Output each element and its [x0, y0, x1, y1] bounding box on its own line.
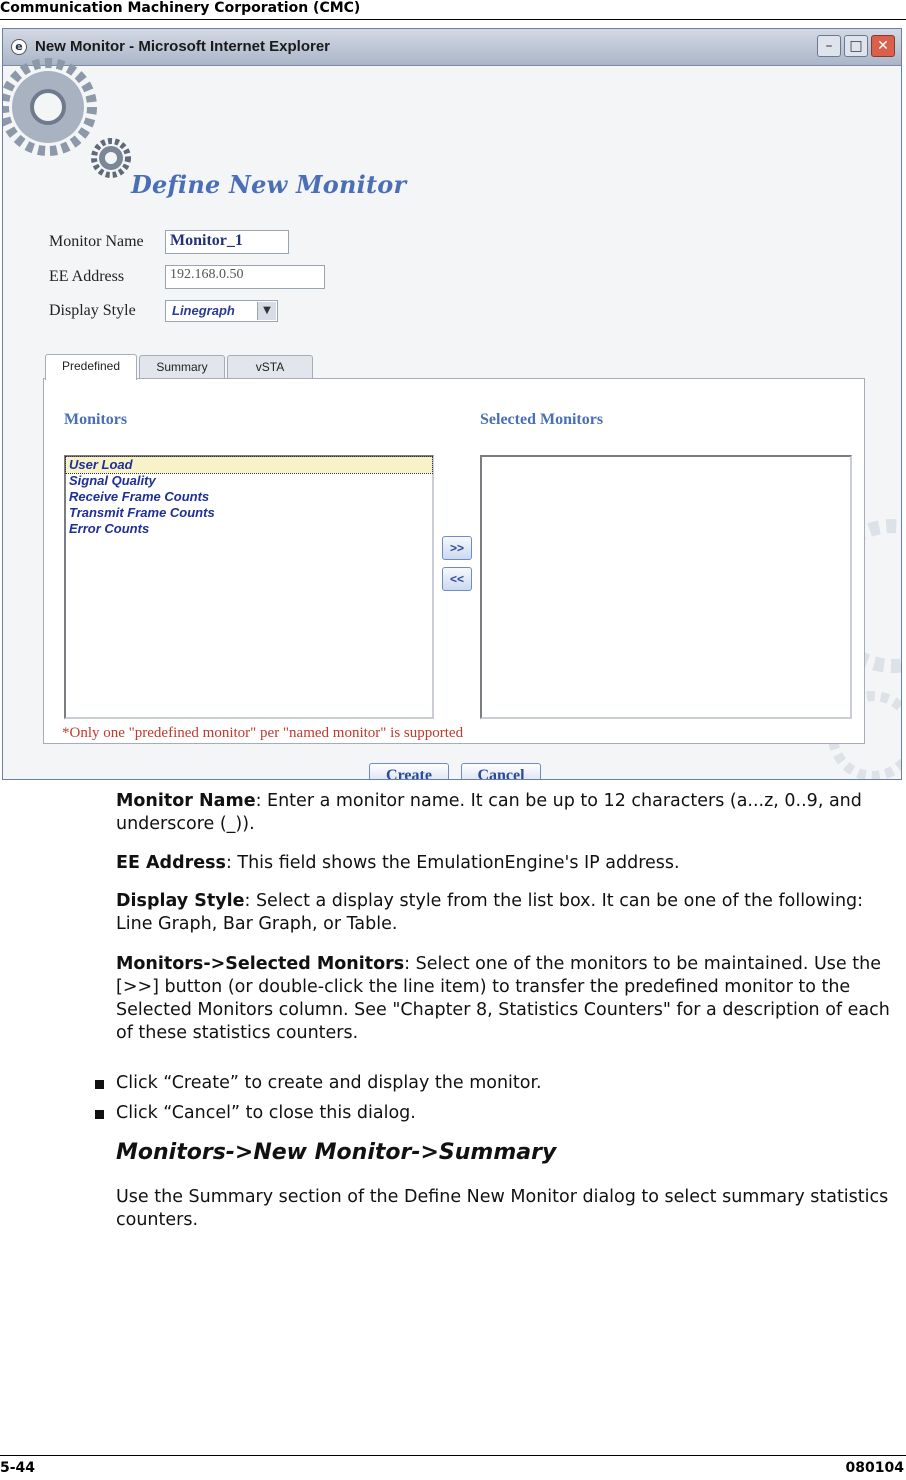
create-button[interactable]: Create	[369, 763, 449, 780]
text-monitors: : Select one of the monitors to be maintained. Use the [>>] button (or double-click the line item) to transfer the predefined monitor to the Selected Monitors column. See "Chapter 8, Statistics Counters" for a description of each of these statistics counters.	[116, 954, 890, 1043]
term-monitor-name: Monitor Name	[116, 791, 256, 811]
text-ee-address: : This field shows the EmulationEngine's IP address.	[225, 853, 680, 873]
paragraph-display-style	[116, 890, 904, 936]
display-style-label: Display Style	[49, 302, 136, 319]
header-rule	[0, 19, 906, 20]
paragraph-summary: Use the Summary section of the Define New Monitor dialog to select summary statistics counters.	[116, 1187, 889, 1230]
text-monitor-name: : Enter a monitor name. It can be up to 12 characters (a...z, 0..9, and underscore (_)).	[116, 791, 862, 834]
list-item[interactable]: Signal Quality	[69, 473, 156, 488]
bullet-marker	[95, 1080, 104, 1089]
add-monitor-button[interactable]: >>	[442, 536, 472, 560]
term-display-style: Display Style	[116, 891, 245, 911]
monitors-listbox[interactable]	[64, 455, 434, 719]
chevron-down-icon[interactable]: ▼	[257, 302, 276, 320]
ee-address-label: EE Address	[49, 268, 125, 285]
dialog-title: Define New Monitor	[131, 170, 407, 199]
display-style-select[interactable]	[165, 300, 278, 322]
term-ee-address: EE Address	[116, 853, 226, 873]
list-item[interactable]: Error Counts	[69, 521, 150, 536]
paragraph-monitors	[116, 953, 904, 1045]
tab-summary[interactable]: Summary	[139, 355, 225, 379]
predefined-tab-panel	[43, 378, 865, 744]
window-titlebar	[3, 29, 901, 66]
predefined-monitor-note: *Only one "predefined monitor" per "named monitor" is supported	[62, 725, 464, 741]
remove-monitor-button[interactable]: <<	[442, 567, 472, 591]
document-number: 080104	[845, 1460, 904, 1476]
footer-rule	[0, 1455, 906, 1456]
tab-vsta[interactable]: vSTA	[227, 355, 313, 379]
ee-address-input[interactable]: 192.168.0.50	[165, 265, 325, 289]
text-display-style: : Select a display style from the list box. It can be one of the following: Line Graph, Bar Graph, or Table.	[116, 891, 864, 934]
paragraph-ee-address	[116, 852, 904, 875]
section-heading: Monitors->New Monitor->Summary	[116, 1140, 557, 1165]
list-item[interactable]: User Load	[66, 457, 432, 473]
list-item[interactable]: Receive Frame Counts	[69, 489, 210, 504]
gear-large-icon	[2, 52, 103, 162]
paragraph-monitor-name	[116, 790, 904, 836]
display-style-value: Linegraph	[172, 303, 235, 318]
window-title: New Monitor - Microsoft Internet Explorer	[35, 38, 331, 55]
tab-predefined[interactable]: Predefined	[45, 354, 137, 380]
monitors-column-title: Monitors	[64, 411, 128, 428]
bullet-cancel: Click “Cancel” to close this dialog.	[116, 1103, 416, 1123]
selected-monitors-column-title: Selected Monitors	[480, 411, 604, 428]
page-number: 5-44	[0, 1460, 36, 1476]
bullet-create: Click “Create” to create and display the monitor.	[116, 1073, 542, 1093]
browser-window	[2, 28, 902, 780]
selected-monitors-listbox[interactable]	[480, 455, 852, 719]
gear-small-icon	[89, 136, 133, 180]
cancel-button[interactable]: Cancel	[461, 763, 541, 780]
list-item[interactable]: Transmit Frame Counts	[69, 505, 215, 520]
maximize-button[interactable]: □	[844, 35, 868, 57]
minimize-button[interactable]: –	[817, 35, 841, 57]
close-button[interactable]: ✕	[871, 35, 895, 57]
monitor-name-input[interactable]: Monitor_1	[165, 230, 289, 254]
bullet-marker	[95, 1110, 104, 1119]
page-header: Communication Machinery Corporation (CMC)	[0, 0, 361, 16]
monitor-name-label: Monitor Name	[49, 233, 144, 250]
term-monitors: Monitors->Selected Monitors	[116, 954, 405, 974]
dialog-client-area	[3, 66, 901, 779]
internet-explorer-icon: e	[11, 39, 27, 55]
